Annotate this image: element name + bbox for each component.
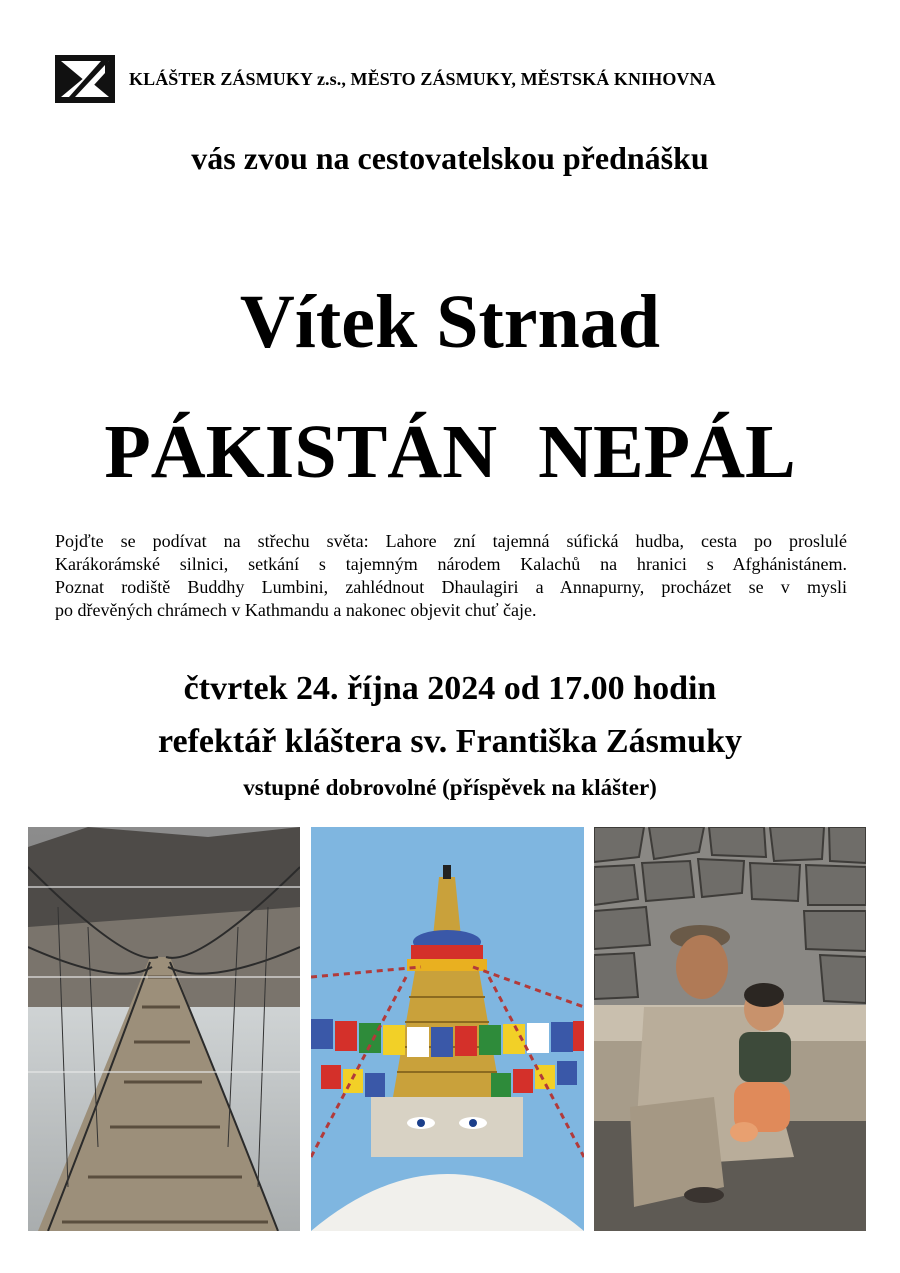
event-venue: refektář kláštera sv. Františka Zásmuky	[158, 723, 742, 760]
event-date: čtvrtek 24. října 2024 od 17.00 hodin	[183, 670, 717, 707]
old-man-with-child-photo	[594, 827, 866, 1231]
organizers-text: KLÁŠTER ZÁSMUKY z.s., MĚSTO ZÁSMUKY, MĚSTSKÁ KNIHOVNA	[129, 68, 716, 89]
event-entry-fee: vstupné dobrovolné (příspěvek na klášter)	[243, 775, 657, 800]
photo-strip	[28, 827, 866, 1231]
zasmuky-monastery-logo-icon	[55, 55, 115, 103]
invitation-text: vás zvou na cestovatelskou přednášku	[191, 140, 709, 176]
speaker-name: Vítek Strnad	[239, 280, 661, 364]
description-line: Poznat rodiště Buddhy Lumbini, zahlédnout Dhaulagiri a Annapurny, procházet se v mysli	[55, 577, 847, 597]
organizers-header	[55, 54, 855, 104]
lecture-title: PÁKISTÁN NEPÁL	[104, 410, 796, 494]
description-line: Pojďte se podívat na střechu světa: Lahore zní tajemná súfická hudba, cesta po proslulé	[55, 531, 847, 551]
description-line: po dřevěných chrámech v Kathmandu a nakonec objevit chuť čaje.	[55, 600, 537, 620]
description-line: Karákorámské silnici, setkání s tajemným národem Kalachů na hranici s Afghánistánem.	[55, 554, 847, 574]
stupa-prayer-flags-photo	[311, 827, 584, 1231]
suspension-bridge-photo	[28, 827, 300, 1231]
lecture-description	[55, 530, 847, 622]
